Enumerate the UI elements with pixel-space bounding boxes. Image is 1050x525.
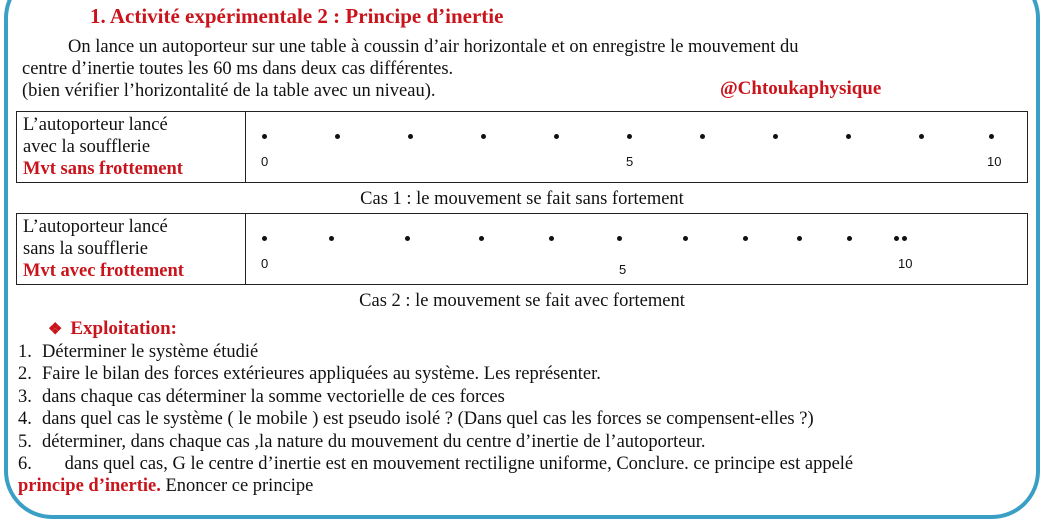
case1-dot-4 bbox=[554, 134, 559, 139]
case2-dot-10 bbox=[894, 236, 899, 241]
question-6: 6. dans quel cas, G le centre d’inertie est en mouvement rectiligne uniforme, Conclure. ce principe est appelé bbox=[18, 454, 854, 475]
intro-line-2: centre d’inertie toutes les 60 ms dans deux cas différentes. bbox=[22, 59, 454, 79]
case2-dot-11 bbox=[902, 236, 907, 241]
intro-line-3: (bien vérifier l’horizontalité de la table avec un niveau). bbox=[22, 81, 436, 101]
case2-dot-3 bbox=[479, 236, 484, 241]
case2-table bbox=[16, 213, 1028, 285]
case2-dot-4 bbox=[549, 236, 554, 241]
case2-caption: Cas 2 : le mouvement se fait avec fortement bbox=[359, 291, 685, 311]
case2-dot-6 bbox=[683, 236, 688, 241]
case1-tick-5: 5 bbox=[626, 154, 634, 169]
case1-table bbox=[16, 111, 1028, 183]
case1-dot-8 bbox=[846, 134, 851, 139]
case1-dot-6 bbox=[700, 134, 705, 139]
question-5: 5. déterminer, dans chaque cas ,la nature du mouvement du centre d’inertie de l’autoporteur. bbox=[18, 431, 706, 452]
intro-line-1: On lance un autoporteur sur une table à coussin d’air horizontale et on enregistre le mouvement du bbox=[68, 37, 799, 57]
case1-dot-9 bbox=[919, 134, 924, 139]
principe-inertie-term: principe d’inertie. bbox=[18, 476, 161, 497]
case2-label-line1: L’autoporteur lancé bbox=[23, 217, 168, 237]
question-3: 3. dans chaque cas déterminer la somme vectorielle de ces forces bbox=[18, 386, 505, 407]
question-list bbox=[0, 341, 853, 498]
question-1: 1. Déterminer le système étudié bbox=[18, 342, 259, 362]
case2-dot-2 bbox=[405, 236, 410, 241]
case1-dot-7 bbox=[773, 134, 778, 139]
diamond-flower-icon: ❖ bbox=[48, 321, 63, 338]
exploitation-heading bbox=[48, 318, 177, 340]
case2-dot-1 bbox=[329, 236, 334, 241]
case2-label-line3: Mvt avec frottement bbox=[23, 261, 184, 281]
case2-dot-8 bbox=[797, 236, 802, 241]
question-2: 2. Faire le bilan des forces extérieures appliquées au système. Les représenter. bbox=[18, 364, 601, 385]
case1-dot-1 bbox=[335, 134, 340, 139]
case2-dot-5 bbox=[617, 236, 622, 241]
case1-recording bbox=[246, 112, 1028, 183]
case2-tick-5: 5 bbox=[619, 262, 627, 277]
case2-recording bbox=[246, 214, 1028, 285]
case1-dot-5 bbox=[627, 134, 632, 139]
case1-label-line3: Mvt sans frottement bbox=[23, 159, 183, 179]
case1-tick-0: 0 bbox=[261, 154, 269, 169]
question-4: 4. dans quel cas le système ( le mobile ) est pseudo isolé ? (Dans quel cas les forces se compensent-elles ?) bbox=[18, 409, 814, 430]
case2-dot-9 bbox=[847, 236, 852, 241]
case1-label-line1: L’autoporteur lancé bbox=[23, 115, 168, 135]
case1-label-line2: avec la soufflerie bbox=[23, 137, 151, 157]
case1-label bbox=[17, 112, 246, 183]
case2-label-line2: sans la soufflerie bbox=[23, 239, 149, 259]
case1-tick-10: 10 bbox=[987, 154, 1002, 169]
case1-caption: Cas 1 : le mouvement se fait sans fortement bbox=[360, 189, 684, 209]
case1-dot-10 bbox=[989, 134, 994, 139]
activity-title: 1. Activité expérimentale 2 : Principe d’inertie bbox=[90, 4, 504, 28]
question-6-continued: principe d’inertie. Enoncer ce principe bbox=[18, 476, 314, 497]
case1-dot-0 bbox=[262, 134, 267, 139]
case1-dot-2 bbox=[408, 134, 413, 139]
case2-dot-0 bbox=[262, 236, 267, 241]
case2-dot-7 bbox=[743, 236, 748, 241]
exploitation-heading-text: Exploitation: bbox=[70, 318, 177, 339]
case2-tick-10: 10 bbox=[898, 256, 913, 271]
case2-tick-0: 0 bbox=[261, 256, 269, 271]
case2-label bbox=[17, 214, 246, 285]
author-watermark: @Chtoukaphysique bbox=[720, 78, 882, 99]
case1-dot-3 bbox=[481, 134, 486, 139]
